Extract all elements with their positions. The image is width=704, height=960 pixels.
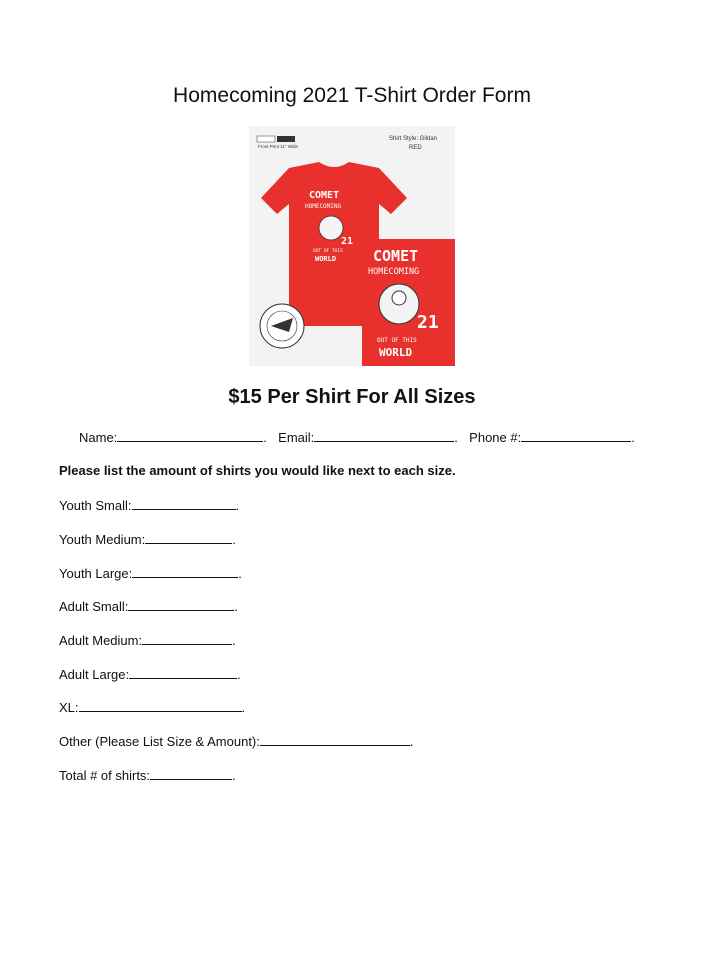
instructions-text: Please list the amount of shirts you would like next to each size.: [59, 463, 456, 478]
adult-large-row: Adult Large: .: [59, 667, 241, 682]
youth-large-field[interactable]: [132, 565, 238, 578]
youth-small-label: Youth Small:: [59, 498, 132, 513]
email-label: Email:: [278, 430, 315, 445]
form-title: Homecoming 2021 T-Shirt Order Form: [173, 84, 531, 107]
tshirt-mockup-image: [249, 126, 455, 366]
youth-medium-field[interactable]: [145, 531, 232, 544]
shirt-design-number: 21: [341, 236, 354, 247]
shirt-design-out-of-this: OUT OF THIS: [313, 249, 343, 254]
square-design-out-of-this: OUT OF THIS: [377, 337, 417, 344]
phone-field[interactable]: [521, 429, 631, 442]
name-field[interactable]: [117, 429, 263, 442]
square-design-comet: COMET: [373, 247, 419, 265]
phone-label: Phone #:: [469, 430, 522, 445]
shirt-color-label: RED: [409, 145, 422, 151]
youth-large-row: Youth Large: .: [59, 566, 242, 581]
square-design-homecoming: HOMECOMING: [368, 267, 420, 277]
adult-small-label: Adult Small:: [59, 599, 129, 614]
other-size-label: Other (Please List Size & Amount):: [59, 734, 260, 749]
youth-small-field[interactable]: [132, 497, 236, 510]
adult-small-row: Adult Small: .: [59, 599, 238, 614]
other-size-row: Other (Please List Size & Amount): .: [59, 734, 414, 749]
square-design-number: 21: [417, 312, 439, 333]
youth-large-label: Youth Large:: [59, 566, 133, 581]
shirt-design-world: WORLD: [315, 255, 337, 263]
email-field[interactable]: [314, 429, 454, 442]
other-size-field[interactable]: [260, 733, 410, 746]
square-design-world: WORLD: [379, 346, 413, 359]
xl-field[interactable]: [79, 699, 242, 712]
price-heading: $15 Per Shirt For All Sizes: [228, 386, 476, 408]
total-shirts-field[interactable]: [150, 767, 232, 780]
xl-label: XL:: [59, 700, 79, 715]
adult-small-field[interactable]: [128, 598, 234, 611]
shirt-astronaut-graphic: [319, 216, 343, 240]
shirt-design-comet: COMET: [309, 190, 340, 201]
contact-row: Name: . Email: . Phone #: .: [79, 430, 635, 445]
total-shirts-label: Total # of shirts:: [59, 768, 151, 783]
adult-medium-label: Adult Medium:: [59, 633, 143, 648]
adult-medium-row: Adult Medium: .: [59, 633, 236, 648]
shirt-design-homecoming: HOMECOMING: [305, 203, 342, 210]
adult-medium-field[interactable]: [142, 632, 232, 645]
total-shirts-row: Total # of shirts: .: [59, 768, 236, 783]
print-note: Front Print 11" Wide: [258, 144, 299, 149]
youth-medium-row: Youth Medium: .: [59, 532, 236, 547]
shirt-style-label: Shirt Style: Gildan: [389, 136, 438, 142]
name-label: Name:: [79, 430, 118, 445]
adult-large-field[interactable]: [129, 666, 237, 679]
youth-medium-label: Youth Medium:: [59, 532, 146, 547]
xl-row: XL: .: [59, 700, 246, 715]
tshirt-mockup-graphic: [249, 126, 455, 366]
adult-large-label: Adult Large:: [59, 667, 130, 682]
youth-small-row: Youth Small: .: [59, 498, 240, 513]
